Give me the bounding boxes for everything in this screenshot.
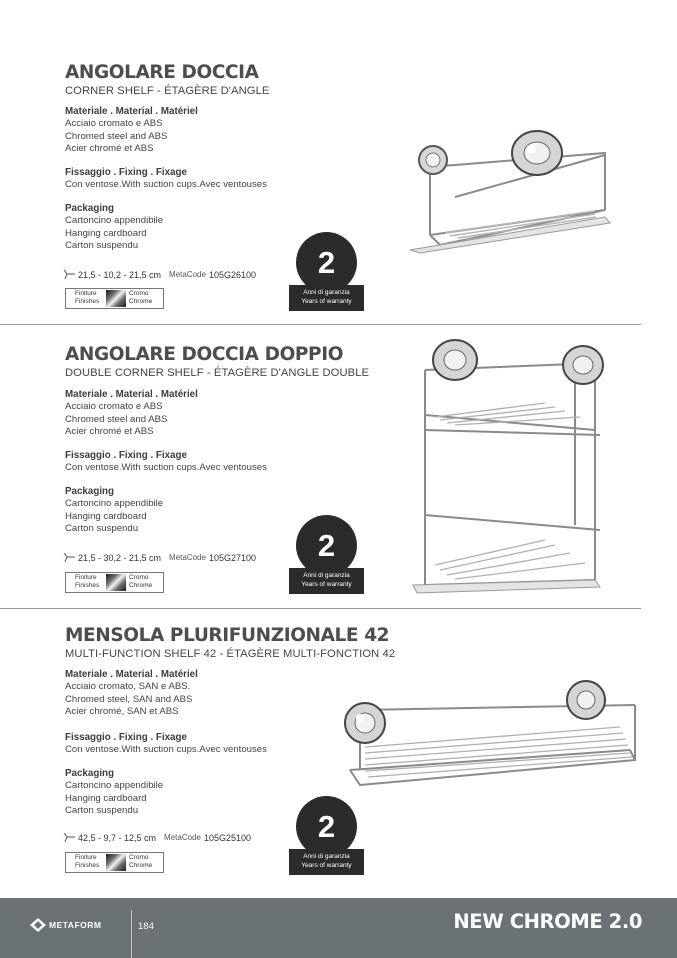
warranty-caption-it: Anni di garanzia	[303, 853, 350, 860]
finish-value-en: Chrome	[129, 298, 153, 306]
dimensions-value: 21,5 - 10,2 - 21,5 cm	[78, 269, 162, 280]
warranty-caption	[289, 849, 364, 875]
packaging-heading: Packaging	[65, 203, 115, 214]
packaging-block	[65, 486, 163, 536]
warranty-years: 2	[296, 232, 357, 293]
finish-label-it: Finiture	[75, 290, 97, 297]
warranty-caption-en: Years of warranty	[301, 297, 352, 305]
packaging-line: Cartoncino appendibile	[65, 498, 164, 510]
material-line: Acier chromé et ABS	[65, 143, 154, 155]
material-heading: Materiale . Material . Matériel	[65, 669, 198, 680]
metacode-value: 105G26100	[208, 269, 257, 280]
section-divider	[0, 324, 641, 325]
warranty-years: 2	[296, 515, 357, 576]
warranty-caption-en: Years of warranty	[301, 861, 352, 869]
finish-label-en: Finishes	[75, 862, 100, 870]
caliper-icon	[63, 269, 76, 280]
product-subtitle: MULTI-FUNCTION SHELF 42 - ÉTAGÈRE MULTI-FONCTION 42	[65, 648, 396, 660]
finish-value-en: Chrome	[129, 862, 153, 870]
warranty-years: 2	[296, 796, 357, 857]
packaging-line: Hanging cardboard	[65, 510, 147, 522]
packaging-line: Hanging cardboard	[65, 227, 147, 239]
finish-value-it: Cromo	[129, 854, 149, 861]
metacode-label: MetaCode	[169, 553, 206, 562]
packaging-heading: Packaging	[65, 486, 115, 497]
material-heading: Materiale . Material . Matériel	[65, 106, 198, 117]
metacode-value: 105G25100	[203, 832, 252, 843]
metacode-label: MetaCode	[169, 270, 206, 279]
finish-label	[75, 854, 99, 871]
material-line: Acciaio cromato e ABS	[65, 118, 163, 130]
footer-separator	[131, 910, 132, 958]
logo-text: METAFORM	[49, 920, 102, 930]
material-line: Acier chromé, SAN et ABS	[65, 706, 179, 718]
collection-title: NEW CHROME 2.0	[453, 910, 642, 933]
packaging-block	[65, 768, 163, 818]
packaging-line: Cartoncino appendibile	[65, 780, 164, 792]
finish-label	[75, 290, 99, 307]
dimensions-value: 42,5 - 9,7 - 12,5 cm	[78, 832, 157, 843]
finish-box	[65, 572, 164, 593]
product-subtitle: DOUBLE CORNER SHELF - ÉTAGÈRE D'ANGLE DOUBLE	[65, 367, 370, 379]
warranty-caption	[289, 568, 364, 594]
fixing-block	[65, 167, 267, 192]
product-subtitle: CORNER SHELF - ÉTAGÈRE D'ANGLE	[65, 85, 270, 97]
finish-value-it: Cromo	[129, 290, 149, 297]
caliper-icon	[63, 552, 76, 563]
chrome-swatch	[106, 574, 126, 591]
fixing-line: Con ventose.With suction cups.Avec ventouses	[65, 744, 267, 756]
material-line: Chromed steel, SAN and ABS	[65, 693, 193, 705]
finish-value-en: Chrome	[129, 582, 153, 590]
finish-label	[75, 574, 99, 591]
page-number: 184	[138, 921, 154, 932]
product-title: ANGOLARE DOCCIA	[65, 62, 259, 83]
multi-function-shelf-image	[340, 675, 640, 795]
fixing-heading: Fissaggio . Fixing . Fixage	[65, 450, 187, 461]
fixing-block	[65, 732, 267, 757]
dimensions-value: 21,5 - 30,2 - 21,5 cm	[78, 552, 162, 563]
dimensions-row	[63, 832, 251, 843]
fixing-heading: Fissaggio . Fixing . Fixage	[65, 167, 187, 178]
fixing-heading: Fissaggio . Fixing . Fixage	[65, 732, 187, 743]
caliper-icon	[63, 832, 76, 843]
material-line: Acciaio cromato e ABS	[65, 401, 163, 413]
packaging-heading: Packaging	[65, 768, 115, 779]
dimensions-row	[63, 552, 256, 563]
finish-value	[129, 574, 152, 591]
metaform-logo	[30, 918, 101, 932]
material-line: Acier chromé et ABS	[65, 426, 154, 438]
finish-label-en: Finishes	[75, 298, 100, 306]
metacode-value: 105G27100	[208, 552, 257, 563]
finish-label-en: Finishes	[75, 582, 100, 590]
section-divider	[0, 608, 641, 609]
packaging-line: Carton suspendu	[65, 523, 139, 535]
fixing-line: Con ventose.With suction cups.Avec ventouses	[65, 462, 267, 474]
product-title: ANGOLARE DOCCIA DOPPIO	[65, 344, 344, 365]
corner-shelf-image	[400, 125, 615, 260]
diamond-logo-icon	[30, 918, 46, 932]
finish-box	[65, 852, 164, 873]
product-title: MENSOLA PLURIFUNZIONALE 42	[65, 625, 390, 646]
finish-box	[65, 288, 164, 309]
packaging-line: Hanging cardboard	[65, 792, 147, 804]
packaging-line: Cartoncino appendibile	[65, 215, 164, 227]
metacode-label: MetaCode	[164, 833, 201, 842]
material-block	[65, 106, 198, 156]
warranty-caption-it: Anni di garanzia	[303, 572, 350, 579]
warranty-caption-it: Anni di garanzia	[303, 289, 350, 296]
warranty-caption	[289, 285, 364, 311]
finish-value	[129, 290, 152, 307]
packaging-line: Carton suspendu	[65, 805, 139, 817]
fixing-block	[65, 450, 267, 475]
finish-value-it: Cromo	[129, 574, 149, 581]
chrome-swatch	[106, 854, 126, 871]
fixing-line: Con ventose.With suction cups.Avec ventouses	[65, 179, 267, 191]
material-line: Chromed steel and ABS	[65, 130, 168, 142]
warranty-caption-en: Years of warranty	[301, 580, 352, 588]
material-heading: Materiale . Material . Matériel	[65, 389, 198, 400]
dimensions-row	[63, 269, 256, 280]
chrome-swatch	[106, 290, 126, 307]
finish-value	[129, 854, 152, 871]
double-corner-shelf-image	[405, 335, 615, 597]
material-line: Chromed steel and ABS	[65, 413, 168, 425]
packaging-line: Carton suspendu	[65, 240, 139, 252]
page-footer	[0, 898, 677, 958]
material-line: Acciaio cromato, SAN e ABS.	[65, 681, 191, 693]
material-block	[65, 389, 198, 439]
finish-label-it: Finiture	[75, 574, 97, 581]
finish-label-it: Finiture	[75, 854, 97, 861]
packaging-block	[65, 203, 163, 253]
material-block	[65, 669, 198, 719]
